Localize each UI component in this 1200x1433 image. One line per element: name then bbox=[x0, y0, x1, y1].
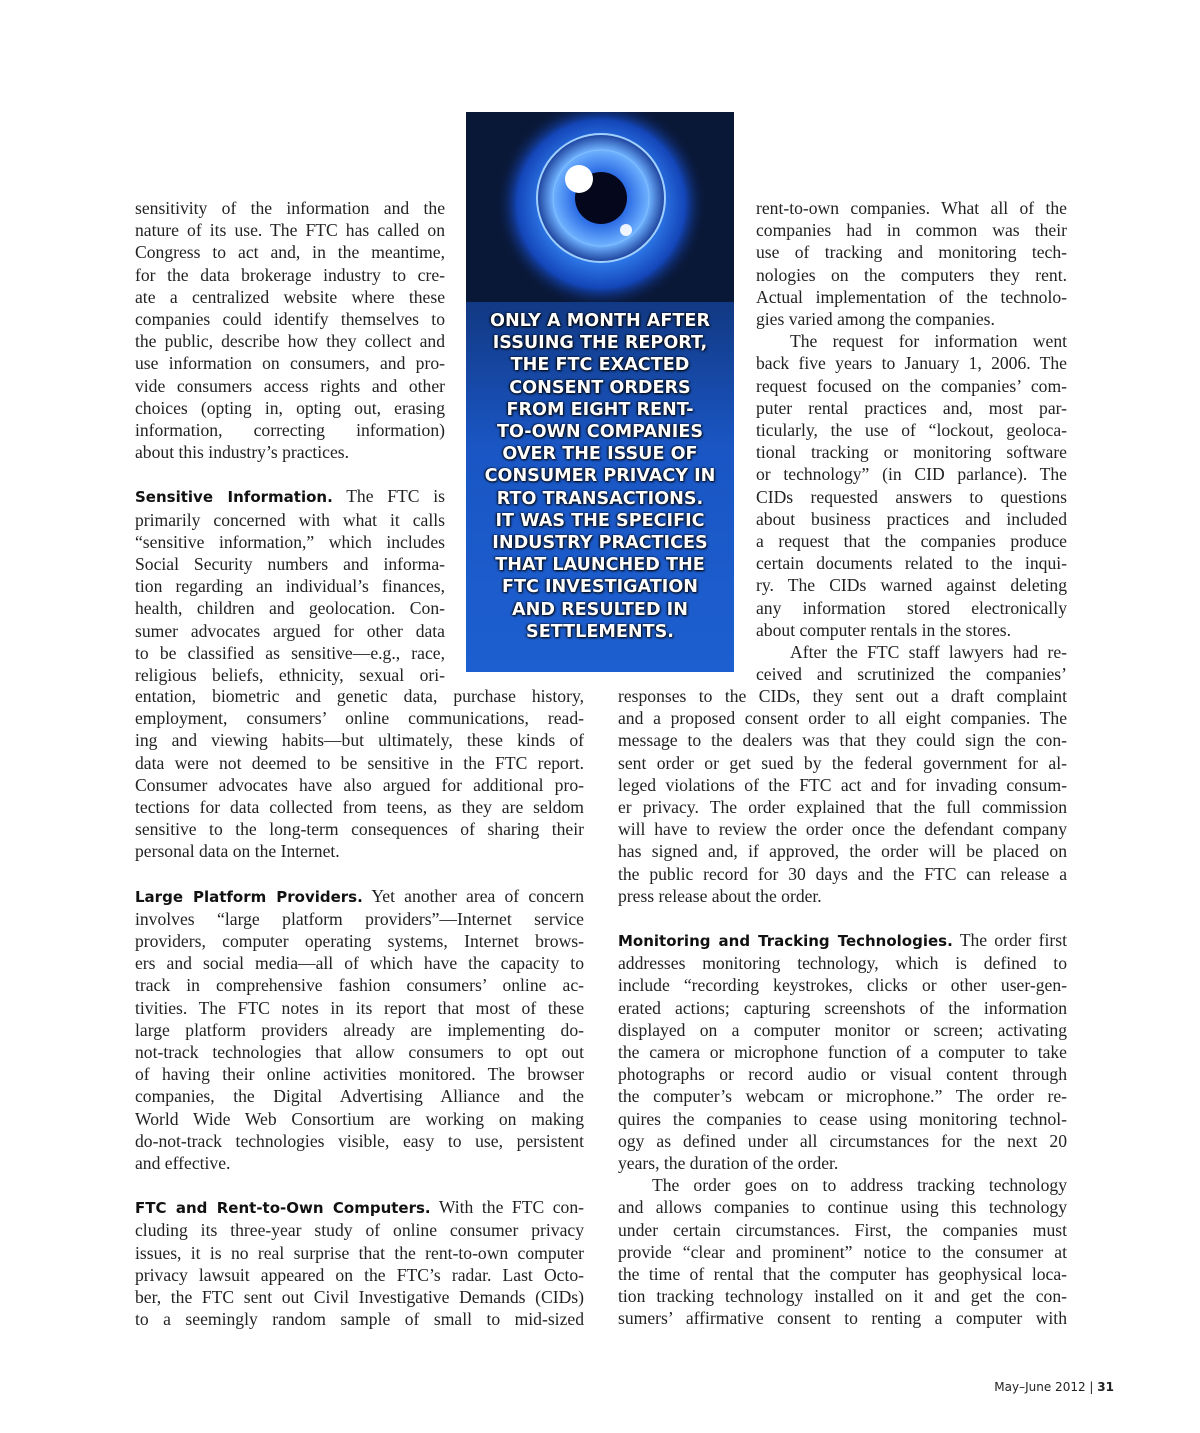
text-line: data were not deemed to be sensitive in the FTC report. bbox=[135, 752, 584, 773]
pull-quote-line: OVER THE ISSUE OF bbox=[502, 444, 698, 465]
pull-quote-line: CONSUMER PRIVACY IN bbox=[484, 466, 716, 487]
text-line: provide “clear and prominent” notice to the consumer at bbox=[618, 1241, 1067, 1262]
text-line: nologies on the computers they rent. bbox=[756, 264, 1067, 285]
text-line: vide consumers access rights and other bbox=[135, 375, 445, 396]
text-line: years, the duration of the order. bbox=[618, 1153, 839, 1174]
pull-quote-line: CONSENT ORDERS bbox=[509, 377, 691, 398]
text-line: companies, the Digital Advertising Alliance and the bbox=[135, 1086, 584, 1107]
page-number: 31 bbox=[1097, 1380, 1114, 1394]
text-line: tion tracking technology installed on it and get the con- bbox=[618, 1286, 1067, 1307]
platform-heading-line bbox=[135, 885, 584, 908]
text-line: the public record for 30 days and the FTC can release a bbox=[618, 863, 1067, 884]
pull-quote-line: ISSUING THE REPORT, bbox=[492, 333, 708, 354]
text-line: employment, consumers’ online communications, read- bbox=[135, 708, 584, 729]
text-line: track in comprehensive fashion consumers’ online ac- bbox=[135, 975, 584, 996]
text-line: and allows companies to continue using this technology bbox=[618, 1197, 1067, 1218]
monitor-heading: Monitoring and Tracking Technologies. bbox=[618, 932, 953, 951]
text-line: information, correcting information) bbox=[135, 420, 445, 441]
text-line: companies had in common was their bbox=[756, 220, 1067, 241]
right-column-top bbox=[756, 197, 1067, 685]
text-line: sent order or get sued by the federal government for al- bbox=[618, 752, 1067, 773]
text-line: puter rental practices and, most par- bbox=[756, 397, 1067, 418]
text-line: nature of its use. The FTC has called on bbox=[135, 220, 445, 241]
text-line: sumers’ affirmative consent to renting a computer with bbox=[618, 1308, 1067, 1329]
text-line: The request for information went bbox=[790, 331, 1067, 352]
text-line: the public, describe how they collect and bbox=[135, 331, 445, 352]
text-line: ry. The CIDs warned against deleting bbox=[756, 575, 1067, 596]
text-line: tections for data collected from teens, as they are seldom bbox=[135, 797, 584, 818]
text-line: responses to the CIDs, they sent out a draft complaint bbox=[618, 686, 1067, 706]
text-line: the camera or microphone function of a computer to take bbox=[618, 1042, 1067, 1063]
text-line: religious beliefs, ethnicity, sexual ori- bbox=[135, 665, 445, 686]
text-line: press release about the order. bbox=[618, 885, 822, 906]
text-line: about this industry’s practices. bbox=[135, 442, 350, 463]
text-line: large platform providers already are implementing do- bbox=[135, 1019, 584, 1040]
text-line: Social Security numbers and informa- bbox=[135, 554, 445, 575]
pull-quote-line: FTC INVESTIGATION bbox=[501, 577, 699, 598]
folio-separator: | bbox=[1089, 1380, 1094, 1394]
text-line: sumer advocates argued for other data bbox=[135, 620, 445, 641]
text-line: will have to review the order once the defendant company bbox=[618, 819, 1067, 840]
text-line: displayed on a computer monitor or screen; activating bbox=[618, 1019, 1067, 1040]
text-line: sensitive to the long-term consequences of sharing their bbox=[135, 819, 584, 840]
left-column-top bbox=[135, 197, 445, 686]
text-line: about business practices and included bbox=[756, 508, 1067, 529]
pull-quote-line: THAT LAUNCHED THE bbox=[495, 555, 705, 576]
text-line: “sensitive information,” which includes bbox=[135, 531, 445, 552]
text-line: Consumer advocates have also argued for additional pro- bbox=[135, 774, 584, 795]
text-line: The order goes on to address tracking technology bbox=[652, 1175, 1067, 1196]
text-line: After the FTC staff lawyers had re- bbox=[790, 642, 1067, 663]
issue-date: May–June 2012 bbox=[994, 1380, 1086, 1394]
text-line: ber, the FTC sent out Civil Investigative Demands (CIDs) bbox=[135, 1287, 584, 1308]
text-line: ogy as defined under all circumstances for the next 20 bbox=[618, 1130, 1067, 1151]
text-line: addresses monitoring technology, which is defined to bbox=[618, 953, 1067, 974]
text-line: ing and viewing habits—but ultimately, these kinds of bbox=[135, 730, 584, 751]
text-line: rent-to-own companies. What all of the bbox=[756, 198, 1067, 218]
text-line: tivities. The FTC notes in its report that most of these bbox=[135, 997, 584, 1018]
pull-quote-line: ONLY A MONTH AFTER bbox=[490, 311, 710, 331]
text-line: entation, biometric and genetic data, purchase history, bbox=[135, 686, 584, 706]
text-line: ticularly, the use of “lockout, geoloca- bbox=[756, 420, 1067, 441]
text-line: ceived and scrutinized the companies’ bbox=[756, 664, 1067, 685]
platform-heading: Large Platform Providers. bbox=[135, 887, 363, 906]
pull-quote-line: SETTLEMENTS. bbox=[526, 621, 674, 642]
text-line: certain documents related to the inqui- bbox=[756, 553, 1067, 574]
pull-quote-line: TO-OWN COMPANIES bbox=[496, 422, 704, 443]
text-line: to be classified as sensitive—e.g., race, bbox=[135, 642, 445, 663]
text-line: personal data on the Internet. bbox=[135, 841, 340, 862]
text-line: er privacy. The order explained that the full commission bbox=[618, 797, 1067, 818]
text-line: under certain circumstances. First, the companies must bbox=[618, 1219, 1067, 1240]
pull-quote bbox=[466, 310, 734, 643]
eye-highlight bbox=[565, 165, 593, 193]
text-line: tional tracking or monitoring software bbox=[756, 442, 1067, 463]
pull-quote-box bbox=[466, 112, 734, 672]
text-line: Actual implementation of the technolo- bbox=[756, 286, 1067, 307]
platform-first: Yet another area of concern bbox=[371, 885, 584, 906]
sensitive-first: The FTC is bbox=[346, 486, 445, 507]
sensitive-heading: Sensitive Information. bbox=[135, 488, 333, 507]
text-line: include “recording keystrokes, clicks or other user-gen- bbox=[618, 975, 1067, 996]
text-line: issues, it is no real surprise that the rent-to-own computer bbox=[135, 1242, 584, 1263]
eye-highlight-small bbox=[620, 224, 632, 236]
text-line: photographs or record audio or visual content through bbox=[618, 1064, 1067, 1085]
text-line: request focused on the companies’ com- bbox=[756, 375, 1067, 396]
text-line: or technology” (in CID parlance). The bbox=[756, 464, 1067, 485]
text-line: any information stored electronically bbox=[756, 597, 1067, 618]
text-line: health, children and geolocation. Con- bbox=[135, 598, 445, 619]
text-line: World Wide Web Consortium are working on making bbox=[135, 1108, 584, 1129]
text-line: ate a centralized website where these bbox=[135, 286, 445, 307]
text-line: Congress to act and, in the meantime, bbox=[135, 242, 445, 263]
text-line: gies varied among the companies. bbox=[756, 309, 995, 330]
text-line: and a proposed consent order to all eight companies. The bbox=[618, 708, 1067, 729]
rto-heading: FTC and Rent-to-Own Computers. bbox=[135, 1199, 431, 1218]
text-line: tion regarding an individual’s finances, bbox=[135, 576, 445, 597]
monitor-heading-line bbox=[618, 929, 1067, 952]
text-line: the computer’s webcam or microphone.” The order re- bbox=[618, 1086, 1067, 1107]
text-line: use information on consumers, and pro- bbox=[135, 353, 445, 374]
text-line: companies could identify themselves to bbox=[135, 309, 445, 330]
text-line: has signed and, if approved, the order will be placed on bbox=[618, 841, 1067, 862]
text-line: involves “large platform providers”—Internet service bbox=[135, 908, 584, 929]
text-line: sensitivity of the information and the bbox=[135, 198, 445, 218]
text-line: privacy lawsuit appeared on the FTC’s radar. Last Octo- bbox=[135, 1264, 584, 1285]
text-line: a request that the companies produce bbox=[756, 531, 1067, 552]
pull-quote-line: THE FTC EXACTED bbox=[510, 355, 690, 376]
text-line: choices (opting in, opting out, erasing bbox=[135, 397, 445, 418]
pull-quote-line: FROM EIGHT RENT- bbox=[506, 399, 694, 420]
text-line: leged violations of the FTC act and for invading consum- bbox=[618, 774, 1067, 795]
text-line: not-track technologies that allow consumers to opt out bbox=[135, 1042, 584, 1063]
text-line: and effective. bbox=[135, 1153, 231, 1174]
text-line: ers and social media—all of which have the capacity to bbox=[135, 953, 584, 974]
pull-quote-line: RTO TRANSACTIONS. bbox=[496, 488, 704, 509]
right-column-wide bbox=[618, 685, 1067, 1330]
text-line: quires the companies to cease using monitoring technol- bbox=[618, 1108, 1067, 1129]
text-line: the time of rental that the computer has geophysical loca- bbox=[618, 1264, 1067, 1285]
text-line: do-not-track technologies visible, easy to use, persistent bbox=[135, 1130, 584, 1151]
text-line: message to the dealers was that they could sign the con- bbox=[618, 730, 1067, 751]
text-line: erated actions; capturing screenshots of the information bbox=[618, 997, 1067, 1018]
sensitive-heading-line bbox=[135, 485, 445, 508]
pull-quote-line: INDUSTRY PRACTICES bbox=[492, 533, 708, 554]
rto-first: With the FTC con- bbox=[438, 1197, 584, 1218]
rto-heading-line bbox=[135, 1196, 584, 1219]
text-line: primarily concerned with what it calls bbox=[135, 509, 445, 530]
text-line: about computer rentals in the stores. bbox=[756, 619, 1012, 640]
pull-quote-line: AND RESULTED IN bbox=[512, 599, 688, 620]
text-line: back five years to January 1, 2006. The bbox=[756, 353, 1067, 374]
text-line: use of tracking and monitoring tech- bbox=[756, 242, 1067, 263]
text-line: providers, computer operating systems, Internet brows- bbox=[135, 931, 584, 952]
monitor-first: The order first bbox=[959, 930, 1067, 951]
text-line: to a seemingly random sample of small to mid-sized bbox=[135, 1309, 584, 1330]
text-line: for the data brokerage industry to cre- bbox=[135, 264, 445, 285]
pull-quote-line: IT WAS THE SPECIFIC bbox=[495, 510, 705, 531]
page-folio bbox=[994, 1380, 1114, 1394]
text-line: of having their online activities monitored. The browser bbox=[135, 1064, 584, 1085]
text-line: cluding its three-year study of online consumer privacy bbox=[135, 1220, 584, 1241]
left-column-wide bbox=[135, 685, 584, 1330]
text-line: CIDs requested answers to questions bbox=[756, 486, 1067, 507]
eye-illustration bbox=[466, 112, 734, 302]
